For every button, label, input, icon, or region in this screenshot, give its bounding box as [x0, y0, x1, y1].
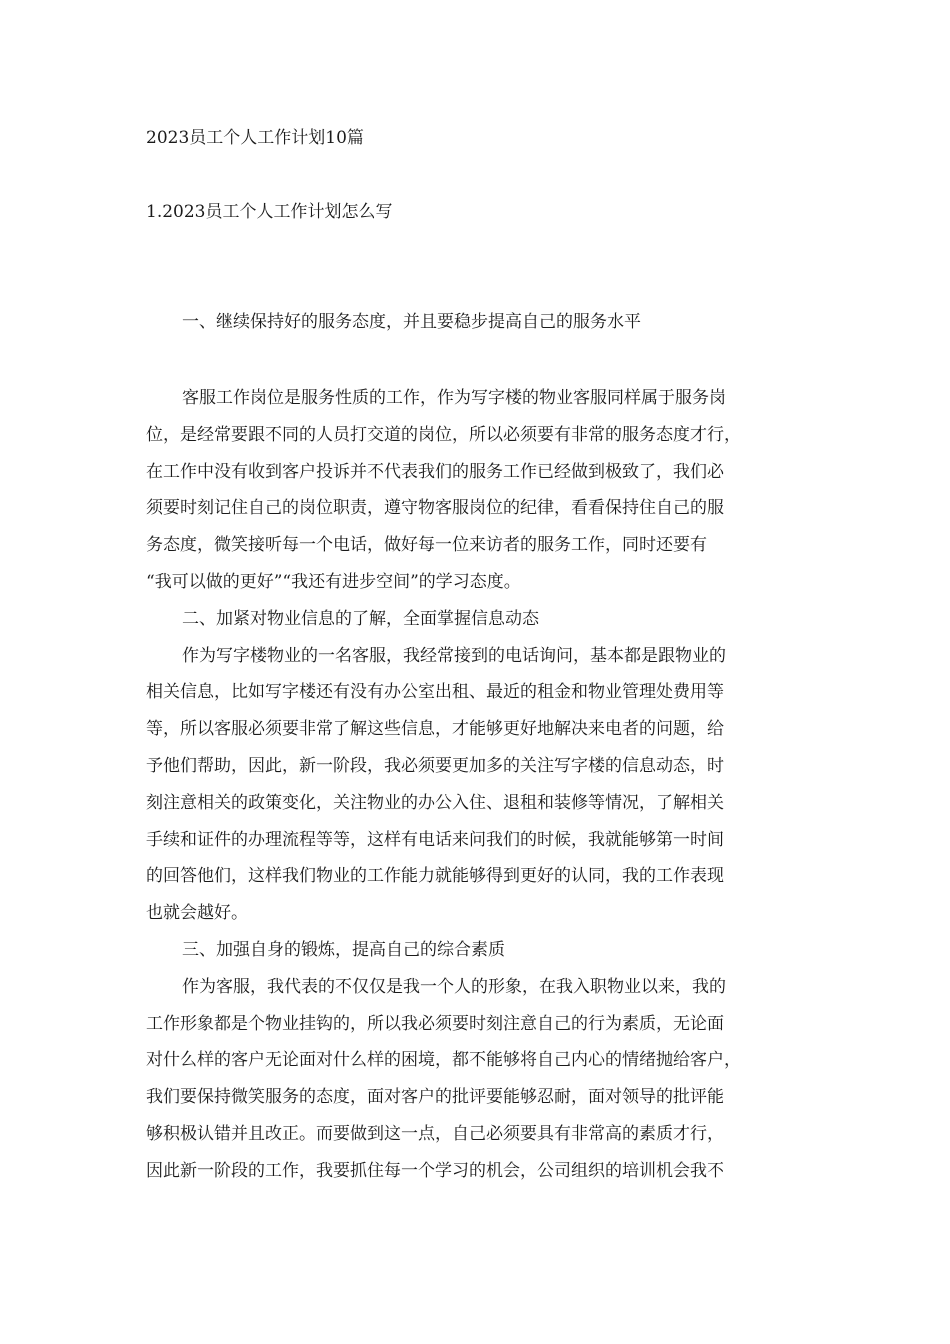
section-2-line: 作为写字楼物业的一名客服，我经常接到的电话询问，基本都是跟物业的 [182, 645, 726, 666]
section-2-line: 刻注意相关的政策变化，关注物业的办公入住、退租和装修等情况，了解相关 [146, 792, 724, 813]
section-1-line: 务态度，微笑接听每一个电话，做好每一位来访者的服务工作，同时还要有 [146, 535, 707, 556]
document-subtitle: 1.2023员工个人工作计划怎么写 [146, 202, 393, 222]
section-3-line: 工作形象都是个物业挂钩的，所以我必须要时刻注意自己的行为素质，无论面 [146, 1013, 724, 1034]
section-1-line: “我可以做的更好”“我还有进步空间”的学习态度。 [146, 571, 521, 592]
section-3-line: 够积极认错并且改正。而要做到这一点，自己必须要具有非常高的素质才行， [146, 1123, 724, 1144]
document-body [146, 380, 826, 1190]
section-3-line: 因此新一阶段的工作，我要抓住每一个学习的机会，公司组织的培训机会我不 [146, 1160, 724, 1181]
section-2-line: 相关信息，比如写字楼还有没有办公室出租、最近的租金和物业管理处费用等 [146, 682, 724, 703]
section-1-line: 在工作中没有收到客户投诉并不代表我们的服务工作已经做到极致了，我们必 [146, 461, 724, 482]
section-3-line: 作为客服，我代表的不仅仅是我一个人的形象，在我入职物业以来，我的 [182, 976, 726, 997]
section-1-line: 位，是经常要跟不同的人员打交道的岗位，所以必须要有非常的服务态度才行， [146, 424, 741, 445]
section-2-line: 也就会越好。 [146, 903, 248, 924]
section-2-heading: 二、加紧对物业信息的了解，全面掌握信息动态 [182, 608, 539, 629]
section-3-line: 对什么样的客户无论面对什么样的困境，都不能够将自己内心的情绪抛给客户， [146, 1050, 741, 1071]
section-2-line: 等，所以客服必须要非常了解这些信息，才能够更好地解决来电者的问题，给 [146, 719, 724, 740]
document-title: 2023员工个人工作计划10篇 [146, 128, 364, 148]
section-2-line: 的回答他们，这样我们物业的工作能力就能够得到更好的认同，我的工作表现 [146, 866, 724, 887]
section-2-line: 手续和证件的办理流程等等，这样有电话来问我们的时候，我就能够第一时间 [146, 829, 724, 850]
section-2-line: 予他们帮助，因此，新一阶段，我必须要更加多的关注写字楼的信息动态，时 [146, 755, 724, 776]
section-3-line: 我们要保持微笑服务的态度，面对客户的批评要能够忍耐，面对领导的批评能 [146, 1087, 724, 1108]
section-3-heading: 三、加强自身的锻炼，提高自己的综合素质 [182, 939, 505, 960]
section-1-heading: 一、继续保持好的服务态度，并且要稳步提高自己的服务水平 [182, 312, 641, 332]
section-1-line: 须要时刻记住自己的岗位职责，遵守物客服岗位的纪律，看看保持住自己的服 [146, 498, 724, 519]
section-1-line: 客服工作岗位是服务性质的工作，作为写字楼的物业客服同样属于服务岗 [182, 388, 726, 408]
